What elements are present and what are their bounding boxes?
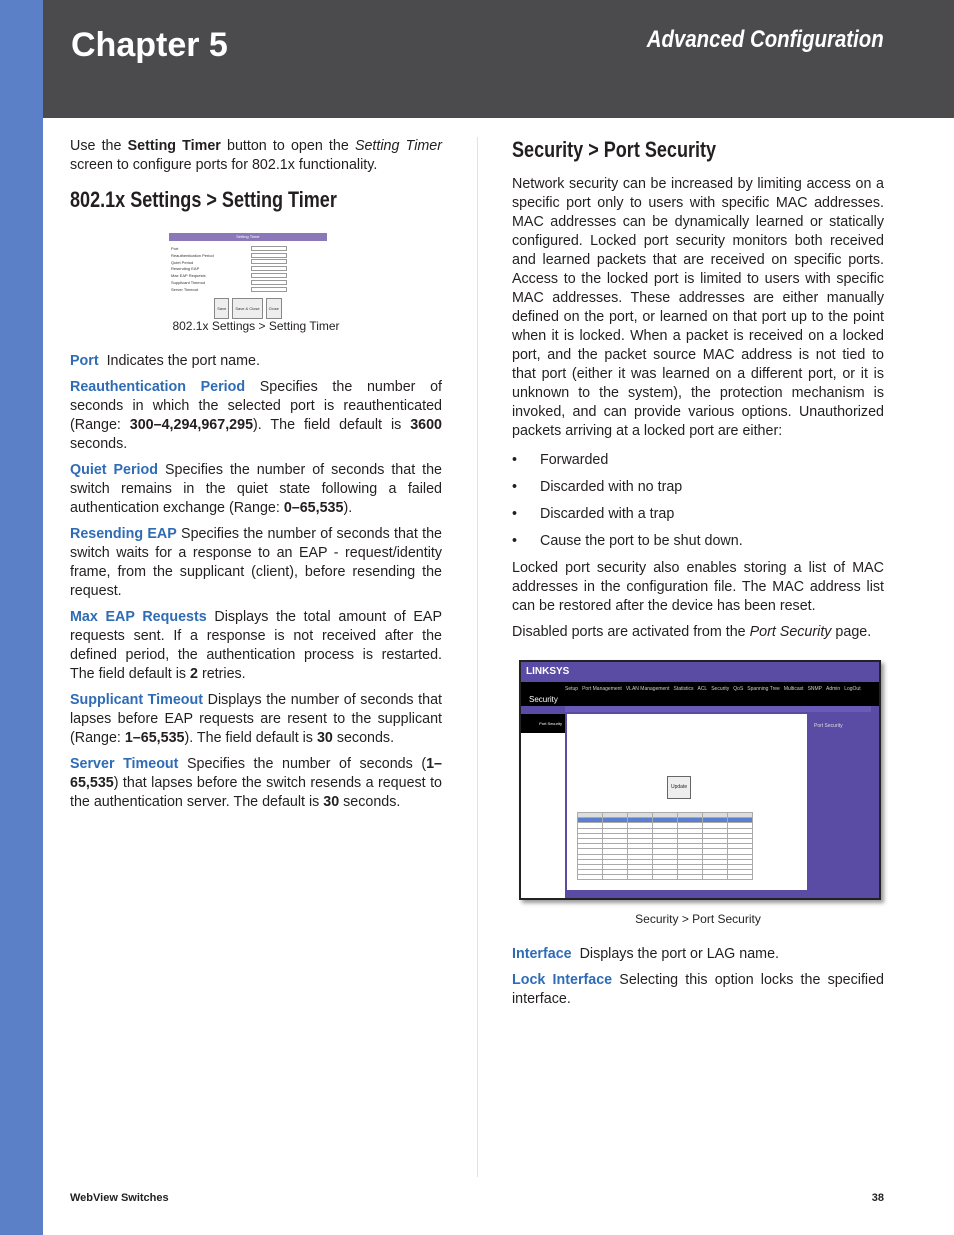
port-description: Port Indicates the port name. [70,353,260,369]
setting-timer-screenshot: Setting Timer Port Reauthentication Period Quiet Period Resending EAP Max EAP Requests Supplicant Timeout Server Timeout Save Save & Close Close [169,233,327,313]
list-item: • Forwarded [512,451,884,470]
intro-paragraph: Network security can be increased by limiting access on a specific port only to users with specific MAC addresses. MAC addresses can be dynamically learned or statically configured. Locked port security monitors both received and learned packets that are received on specific ports. Access to the locked port is limited to users with specific MAC addresses. These addresses are either manually defined on the port, or learned on that port up to the point when it is locked. When a packet is received on a locked port, and the packet source MAC address is not tied to that port (either it was learned on a different port, or it is unknown to the system), the protection mechanism is invoked, and can provide various options. Unauthorized packets arriving at a locked port are either: [512,176,884,439]
lock-interface-description: Lock Interface Selecting this option locks the specified interface. [512,972,885,1007]
supplicant-description: Supplicant Timeout Displays the number of seconds that lapses before EAP requests are resent to the supplicant (Range: 1–65,535). The field default is 30 seconds. [70,692,442,746]
left-color-stripe [0,0,43,1235]
interface-description: Interface Displays the port or LAG name. [512,946,780,962]
section-title: Advanced Configuration [647,26,884,53]
list-item: • Discarded with a trap [512,505,884,524]
resend-description: Resending EAP Specifies the number of seconds that the switch waits for a response to an EAP - request/identity frame, from the supplicant (client), before resending the request. [70,526,443,599]
figure-caption: 802.1x Settings > Setting Timer [172,319,340,333]
list-item: • Discarded with no trap [512,478,884,497]
quiet-description: Quiet Period Specifies the number of seconds that the switch remains in the quiet state following a failed authentication exchange (Range: 0–65,535). [70,462,443,516]
list-item: • Cause the port to be shut down. [512,532,884,551]
bullet-list [512,451,884,551]
linksys-logo: LINKSYS [526,666,570,677]
figure-caption: Security > Port Security [635,912,761,926]
section-heading: Security > Port Security [512,137,717,162]
paragraph: Disabled ports are activated from the Port Security page. [512,624,872,640]
reauth-description: Reauthentication Period Specifies the number of seconds in which the selected port is reauthenticated (Range: 300–4,294,967,295). The field default is 3600 seconds. [70,379,442,452]
intro-paragraph: Use the Setting Timer button to open the Setting Timer screen to configure ports for 802.1x functionality. [70,138,442,173]
section-heading: 802.1x Settings > Setting Timer [70,187,337,212]
column-divider [477,137,478,1177]
page-number: 38 [871,1192,884,1204]
footer-title: WebView Switches [70,1192,169,1204]
chapter-title: Chapter 5 [71,26,228,64]
server-description: Server Timeout Specifies the number of seconds (1–65,535) that lapses before the switch resends a request to the authentication server. The default is 30 seconds. [70,756,442,810]
page-header [43,0,954,118]
left-column [70,137,442,819]
right-column [512,137,884,1016]
port-security-screenshot: LINKSYS Security Setup Port Management VLAN Management Statistics ACL Security QoS Spanning Tree Multicast SNMP Admin LogOut Port Security Update Port Security [519,660,881,900]
paragraph: Locked port security also enables storing a list of MAC addresses in the configuration file. The MAC address list can be restored after the device has been reset. [512,560,884,614]
maxeap-description: Max EAP Requests Displays the total amount of EAP requests sent. If a response is not received after the defined period, the authentication process is restarted. The field default is 2 retries. [70,609,442,682]
